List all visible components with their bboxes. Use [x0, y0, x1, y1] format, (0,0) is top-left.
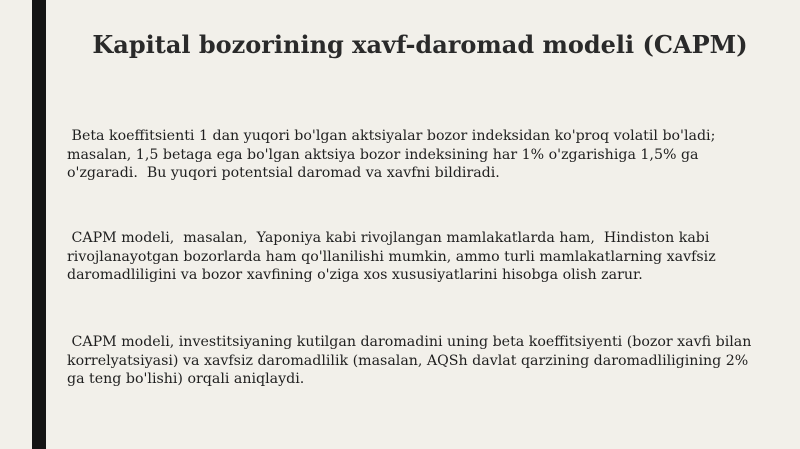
- paragraph-beta-coefficient: Beta koeffitsienti 1 dan yuqori bo'lgan aktsiyalar bozor indeksidan ko'proq volatil bo'ladi; masalan, 1,5 betaga ega bo'lgan aktsiya bozor indeksining har 1% o'zgarishiga 1,5% ga o'zgaradi. Bu yuqori potentsial daromad va xavfni bildiradi.: [67, 128, 716, 182]
- paragraph-capm-definition: CAPM modeli, investitsiyaning kutilgan daromadini uning beta koeffitsiyenti (bozor xavfi bilan korrelyatsiyasi) va xavfsiz daromadlilik (masalan, AQSh davlat qarzining daromadliligining 2% ga teng bo'lishi) orqali aniqlaydi.: [67, 334, 752, 388]
- paragraph-capm-markets: CAPM modeli, masalan, Yaponiya kabi rivojlangan mamlakatlarda ham, Hindiston kabi rivojlanayotgan bozorlarda ham qo'llanilishi mumkin, ammo turli mamlakatlarning xavfsiz daromadliligini va bozor xavfining o'ziga xos xususiyatlarini hisobga olish zarur.: [67, 230, 716, 284]
- slide-title: Kapital bozorining xavf-daromad modeli (CAPM): [92, 30, 748, 59]
- left-accent-bar: [32, 0, 46, 449]
